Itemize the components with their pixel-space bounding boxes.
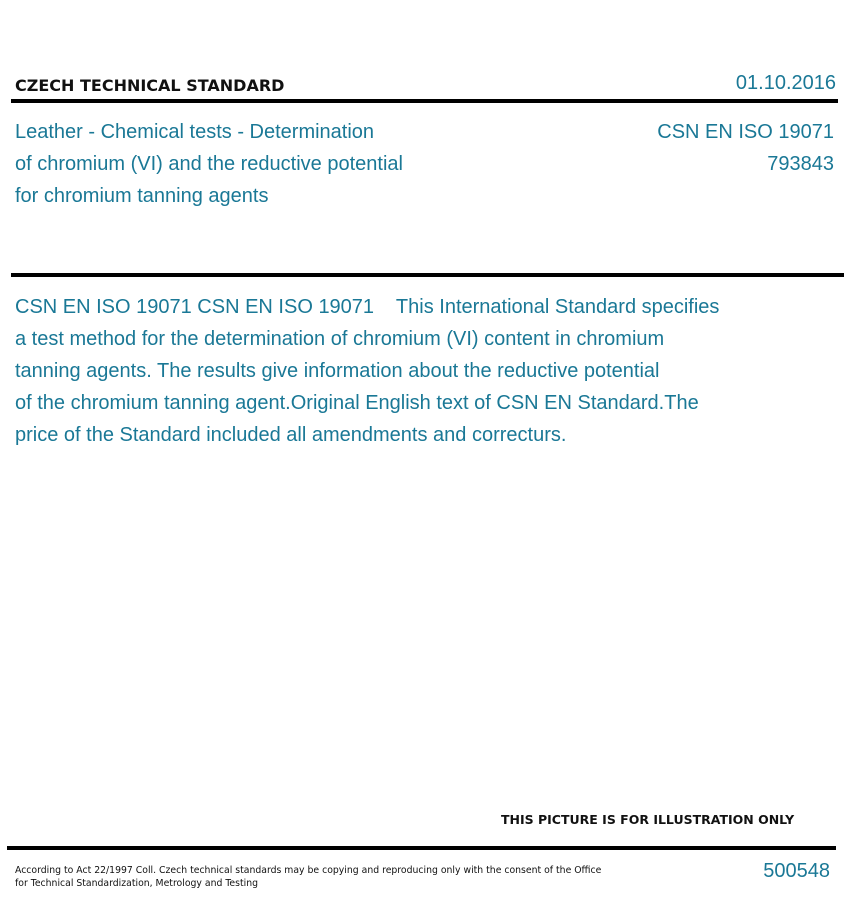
description-line: tanning agents. The results give information about the reductive potential [15, 360, 660, 382]
header-divider [11, 99, 838, 103]
standard-title-line: for chromium tanning agents [15, 185, 269, 207]
standard-title [15, 116, 485, 212]
description-line: a test method for the determination of chromium (VI) content in chromium [15, 328, 665, 350]
legal-notice [15, 864, 601, 890]
legal-notice-line: for Technical Standardization, Metrology and Testing [15, 878, 259, 889]
catalog-number: 793843 [767, 153, 834, 175]
standard-type-label: CZECH TECHNICAL STANDARD [15, 76, 285, 95]
title-divider [11, 273, 844, 277]
standard-title-line: of chromium (VI) and the reductive potential [15, 153, 403, 175]
description-line: of the chromium tanning agent.Original English text of CSN EN Standard.The [15, 392, 699, 414]
standard-description [15, 291, 815, 451]
standard-identifiers [657, 116, 834, 180]
description-line: CSN EN ISO 19071 CSN EN ISO 19071 This International Standard specifies [15, 296, 720, 318]
publication-date: 01.10.2016 [735, 72, 836, 94]
description-line: price of the Standard included all amendments and correcturs. [15, 424, 567, 446]
legal-notice-line: According to Act 22/1997 Coll. Czech technical standards may be copying and reproducing only with the consent of the Office [15, 865, 602, 876]
document-number: 500548 [763, 860, 830, 882]
illustration-disclaimer: THIS PICTURE IS FOR ILLUSTRATION ONLY [501, 812, 795, 827]
standard-code: CSN EN ISO 19071 [657, 121, 834, 143]
standard-title-line: Leather - Chemical tests - Determination [15, 121, 375, 143]
footer-divider [7, 846, 836, 850]
